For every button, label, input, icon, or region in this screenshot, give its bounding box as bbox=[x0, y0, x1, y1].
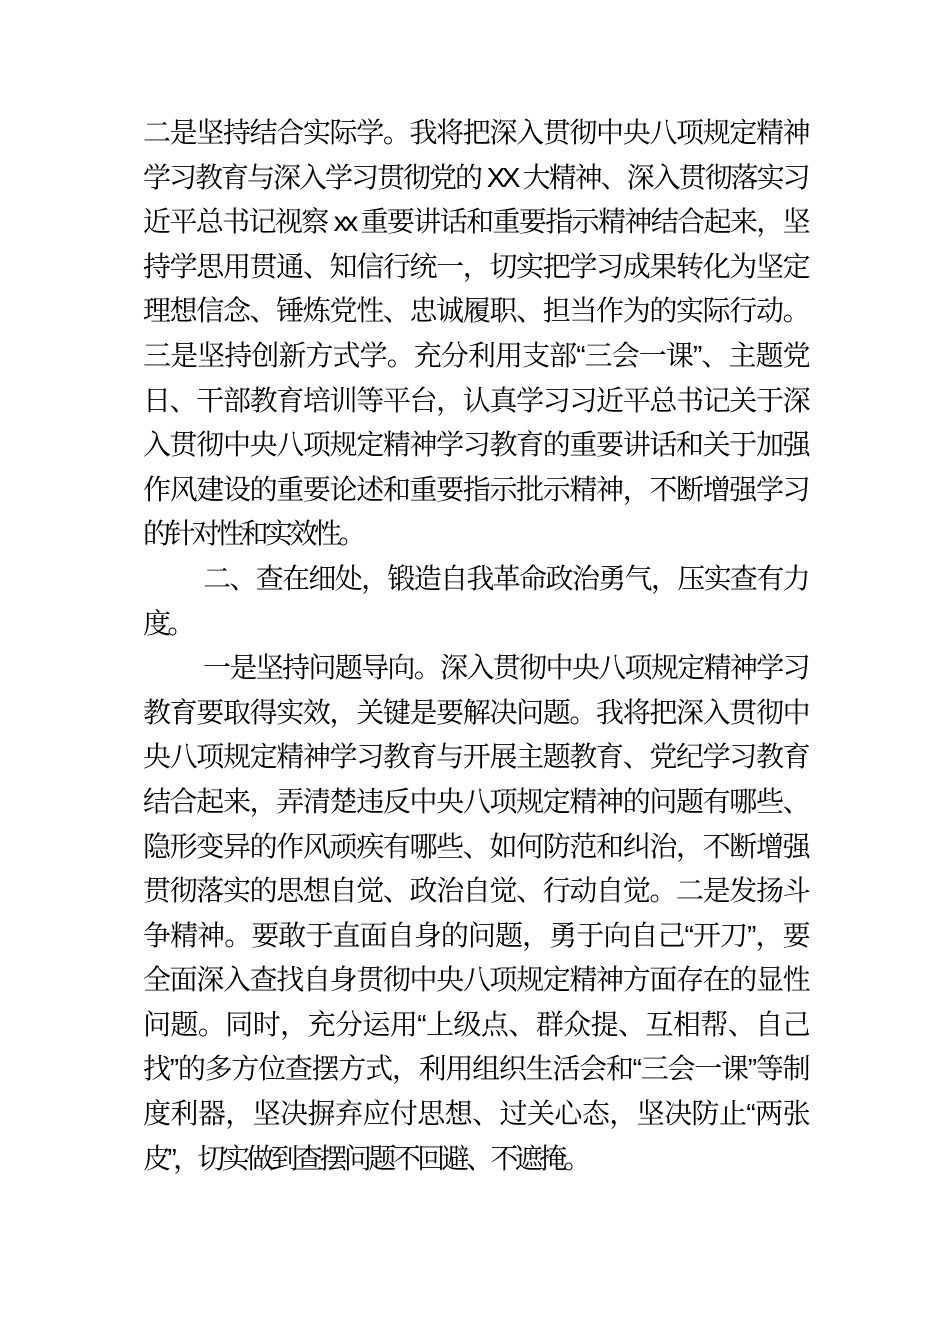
text-line: 日、干部教育培训等平台，认真学习习近平总书记关于深 bbox=[143, 384, 807, 416]
text-line: 全面深入查找自身贯彻中央八项规定精神方面存在的显性 bbox=[143, 964, 807, 996]
text-line: 贯彻落实的思想自觉、政治自觉、行动自觉。二是发扬斗 bbox=[143, 875, 807, 907]
text-line: 的针对性和实效性。 bbox=[143, 518, 363, 550]
text-line: 近平总书记视察 xx 重要讲话和重要指示精神结合起来，坚 bbox=[143, 206, 807, 238]
text-line: 找”的多方位查摆方式，利用组织生活会和“三会一课”等制 bbox=[143, 1053, 807, 1085]
text-line: 三是坚持创新方式学。充分利用支部“三会一课”、主题党 bbox=[143, 339, 807, 371]
text-line: 一是坚持问题导向。深入贯彻中央八项规定精神学习 bbox=[203, 652, 807, 684]
text-line: 理想信念、锤炼党性、忠诚履职、担当作为的实际行动。 bbox=[143, 295, 807, 327]
text-line: 度。 bbox=[143, 607, 192, 639]
text-line: 央八项规定精神学习教育与开展主题教育、党纪学习教育 bbox=[143, 741, 807, 773]
text-line: 入贯彻中央八项规定精神学习教育的重要讲话和关于加强 bbox=[143, 429, 807, 461]
text-line: 隐形变异的作风顽疾有哪些、如何防范和纠治，不断增强 bbox=[143, 830, 807, 862]
text-line: 争精神。要敢于直面自身的问题，勇于向自己“开刀”，要 bbox=[143, 919, 807, 951]
text-line: 教育要取得实效，关键是要解决问题。我将把深入贯彻中 bbox=[143, 696, 807, 728]
document-text-block bbox=[143, 111, 807, 1181]
text-line: 持学思用贯通、知信行统一，切实把学习成果转化为坚定 bbox=[143, 250, 807, 282]
text-line: 问题。同时，充分运用“上级点、群众提、互相帮、自己 bbox=[143, 1008, 807, 1040]
text-line: 皮”，切实做到查摆问题不回避、不遮掩。 bbox=[143, 1142, 588, 1174]
text-line: 结合起来，弄清楚违反中央八项规定精神的问题有哪些、 bbox=[143, 785, 807, 817]
text-line: 度利器，坚决摒弃应付思想、过关心态，坚决防止“两张 bbox=[143, 1098, 807, 1130]
text-line: 作风建设的重要论述和重要指示批示精神，不断增强学习 bbox=[143, 473, 807, 505]
text-line: 学习教育与深入学习贯彻党的 XX 大精神、深入贯彻落实习 bbox=[143, 161, 807, 193]
text-line: 二、查在细处，锻造自我革命政治勇气，压实查有力 bbox=[203, 562, 807, 594]
text-line: 二是坚持结合实际学。我将把深入贯彻中央八项规定精神 bbox=[143, 117, 807, 148]
